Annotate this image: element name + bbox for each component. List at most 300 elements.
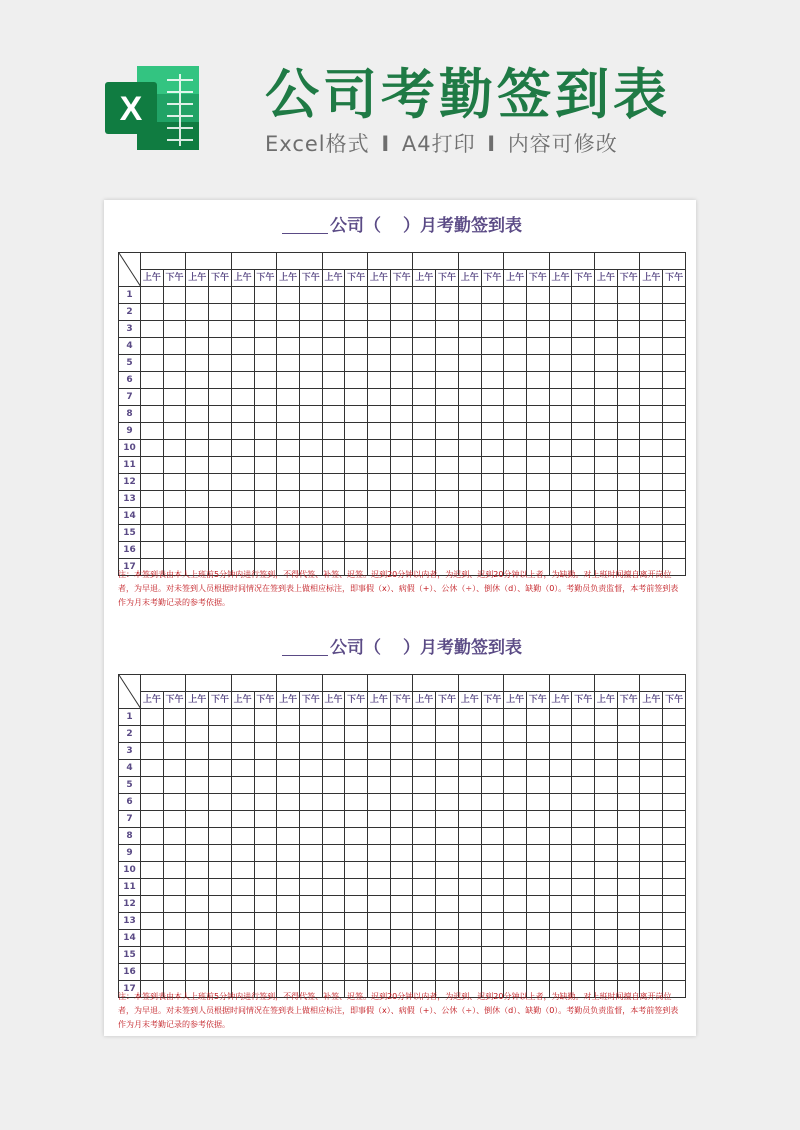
sign-cell[interactable]	[277, 862, 300, 879]
sign-cell[interactable]	[322, 913, 345, 930]
sign-cell[interactable]	[458, 440, 481, 457]
sign-cell[interactable]	[254, 406, 277, 423]
sign-cell[interactable]	[481, 474, 504, 491]
sign-cell[interactable]	[186, 389, 209, 406]
sign-cell[interactable]	[595, 338, 618, 355]
sign-cell[interactable]	[163, 709, 186, 726]
sign-cell[interactable]	[277, 913, 300, 930]
sign-cell[interactable]	[299, 338, 322, 355]
sign-cell[interactable]	[413, 406, 436, 423]
sign-cell[interactable]	[163, 304, 186, 321]
sign-cell[interactable]	[254, 491, 277, 508]
sign-cell[interactable]	[549, 913, 572, 930]
sign-cell[interactable]	[481, 743, 504, 760]
sign-cell[interactable]	[368, 474, 391, 491]
sign-cell[interactable]	[390, 811, 413, 828]
sign-cell[interactable]	[254, 287, 277, 304]
sign-cell[interactable]	[390, 542, 413, 559]
sign-cell[interactable]	[299, 794, 322, 811]
sign-cell[interactable]	[663, 845, 686, 862]
sign-cell[interactable]	[617, 491, 640, 508]
sign-cell[interactable]	[526, 389, 549, 406]
sign-cell[interactable]	[481, 828, 504, 845]
sign-cell[interactable]	[436, 845, 459, 862]
sign-cell[interactable]	[322, 474, 345, 491]
sign-cell[interactable]	[413, 525, 436, 542]
sign-cell[interactable]	[254, 457, 277, 474]
sign-cell[interactable]	[322, 845, 345, 862]
sign-cell[interactable]	[526, 811, 549, 828]
sign-cell[interactable]	[640, 828, 663, 845]
sign-cell[interactable]	[595, 406, 618, 423]
sign-cell[interactable]	[458, 930, 481, 947]
sign-cell[interactable]	[231, 811, 254, 828]
sign-cell[interactable]	[436, 726, 459, 743]
sign-cell[interactable]	[595, 760, 618, 777]
sign-cell[interactable]	[231, 406, 254, 423]
sign-cell[interactable]	[526, 862, 549, 879]
sign-cell[interactable]	[572, 338, 595, 355]
sign-cell[interactable]	[617, 372, 640, 389]
sign-cell[interactable]	[595, 845, 618, 862]
sign-cell[interactable]	[299, 930, 322, 947]
sign-cell[interactable]	[436, 338, 459, 355]
sign-cell[interactable]	[663, 913, 686, 930]
sign-cell[interactable]	[436, 828, 459, 845]
sign-cell[interactable]	[481, 406, 504, 423]
sign-cell[interactable]	[572, 964, 595, 981]
sign-cell[interactable]	[186, 372, 209, 389]
sign-cell[interactable]	[368, 964, 391, 981]
sign-cell[interactable]	[163, 474, 186, 491]
sign-cell[interactable]	[549, 777, 572, 794]
sign-cell[interactable]	[526, 491, 549, 508]
sign-cell[interactable]	[458, 964, 481, 981]
sign-cell[interactable]	[481, 423, 504, 440]
sign-cell[interactable]	[458, 321, 481, 338]
sign-cell[interactable]	[209, 845, 232, 862]
sign-cell[interactable]	[163, 287, 186, 304]
sign-cell[interactable]	[526, 474, 549, 491]
sign-cell[interactable]	[549, 338, 572, 355]
sign-cell[interactable]	[413, 947, 436, 964]
sign-cell[interactable]	[481, 760, 504, 777]
sign-cell[interactable]	[368, 896, 391, 913]
sign-cell[interactable]	[368, 862, 391, 879]
sign-cell[interactable]	[617, 845, 640, 862]
sign-cell[interactable]	[526, 947, 549, 964]
sign-cell[interactable]	[345, 828, 368, 845]
sign-cell[interactable]	[368, 930, 391, 947]
sign-cell[interactable]	[640, 709, 663, 726]
sign-cell[interactable]	[390, 525, 413, 542]
sign-cell[interactable]	[209, 474, 232, 491]
sign-cell[interactable]	[413, 777, 436, 794]
sign-cell[interactable]	[458, 389, 481, 406]
sign-cell[interactable]	[322, 777, 345, 794]
sign-cell[interactable]	[186, 777, 209, 794]
sign-cell[interactable]	[368, 947, 391, 964]
sign-cell[interactable]	[572, 321, 595, 338]
sign-cell[interactable]	[504, 389, 527, 406]
sign-cell[interactable]	[322, 726, 345, 743]
sign-cell[interactable]	[322, 964, 345, 981]
sign-cell[interactable]	[595, 896, 618, 913]
sign-cell[interactable]	[595, 304, 618, 321]
sign-cell[interactable]	[186, 913, 209, 930]
date-header-cell[interactable]	[231, 253, 276, 270]
sign-cell[interactable]	[572, 913, 595, 930]
sign-cell[interactable]	[572, 304, 595, 321]
sign-cell[interactable]	[390, 406, 413, 423]
date-header-cell[interactable]	[277, 253, 322, 270]
sign-cell[interactable]	[345, 372, 368, 389]
sign-cell[interactable]	[549, 930, 572, 947]
sign-cell[interactable]	[141, 525, 164, 542]
sign-cell[interactable]	[572, 726, 595, 743]
sign-cell[interactable]	[458, 760, 481, 777]
sign-cell[interactable]	[390, 726, 413, 743]
sign-cell[interactable]	[458, 355, 481, 372]
date-header-cell[interactable]	[186, 675, 231, 692]
sign-cell[interactable]	[209, 457, 232, 474]
sign-cell[interactable]	[231, 709, 254, 726]
sign-cell[interactable]	[186, 338, 209, 355]
sign-cell[interactable]	[254, 743, 277, 760]
sign-cell[interactable]	[413, 896, 436, 913]
sign-cell[interactable]	[595, 828, 618, 845]
sign-cell[interactable]	[572, 760, 595, 777]
sign-cell[interactable]	[163, 794, 186, 811]
sign-cell[interactable]	[663, 726, 686, 743]
sign-cell[interactable]	[277, 794, 300, 811]
sign-cell[interactable]	[322, 355, 345, 372]
sign-cell[interactable]	[141, 440, 164, 457]
sign-cell[interactable]	[141, 879, 164, 896]
sign-cell[interactable]	[254, 338, 277, 355]
sign-cell[interactable]	[458, 542, 481, 559]
sign-cell[interactable]	[640, 913, 663, 930]
sign-cell[interactable]	[572, 389, 595, 406]
sign-cell[interactable]	[299, 862, 322, 879]
sign-cell[interactable]	[141, 457, 164, 474]
sign-cell[interactable]	[617, 355, 640, 372]
sign-cell[interactable]	[231, 879, 254, 896]
sign-cell[interactable]	[231, 845, 254, 862]
sign-cell[interactable]	[481, 440, 504, 457]
sign-cell[interactable]	[345, 440, 368, 457]
sign-cell[interactable]	[141, 947, 164, 964]
sign-cell[interactable]	[549, 862, 572, 879]
sign-cell[interactable]	[186, 457, 209, 474]
sign-cell[interactable]	[163, 440, 186, 457]
sign-cell[interactable]	[458, 794, 481, 811]
sign-cell[interactable]	[458, 287, 481, 304]
sign-cell[interactable]	[186, 879, 209, 896]
sign-cell[interactable]	[368, 743, 391, 760]
sign-cell[interactable]	[345, 879, 368, 896]
sign-cell[interactable]	[572, 743, 595, 760]
sign-cell[interactable]	[617, 777, 640, 794]
sign-cell[interactable]	[413, 726, 436, 743]
sign-cell[interactable]	[368, 879, 391, 896]
sign-cell[interactable]	[186, 542, 209, 559]
sign-cell[interactable]	[345, 845, 368, 862]
sign-cell[interactable]	[277, 508, 300, 525]
sign-cell[interactable]	[345, 947, 368, 964]
sign-cell[interactable]	[254, 794, 277, 811]
sign-cell[interactable]	[640, 508, 663, 525]
sign-cell[interactable]	[549, 845, 572, 862]
sign-cell[interactable]	[299, 913, 322, 930]
sign-cell[interactable]	[526, 777, 549, 794]
date-header-cell[interactable]	[413, 675, 458, 692]
sign-cell[interactable]	[390, 389, 413, 406]
sign-cell[interactable]	[368, 338, 391, 355]
sign-cell[interactable]	[368, 777, 391, 794]
sign-cell[interactable]	[458, 474, 481, 491]
sign-cell[interactable]	[481, 321, 504, 338]
sign-cell[interactable]	[368, 355, 391, 372]
sign-cell[interactable]	[209, 372, 232, 389]
sign-cell[interactable]	[163, 491, 186, 508]
sign-cell[interactable]	[254, 542, 277, 559]
sign-cell[interactable]	[163, 406, 186, 423]
sign-cell[interactable]	[322, 491, 345, 508]
sign-cell[interactable]	[549, 760, 572, 777]
sign-cell[interactable]	[458, 525, 481, 542]
sign-cell[interactable]	[481, 845, 504, 862]
sign-cell[interactable]	[458, 491, 481, 508]
sign-cell[interactable]	[231, 423, 254, 440]
sign-cell[interactable]	[322, 423, 345, 440]
sign-cell[interactable]	[277, 828, 300, 845]
sign-cell[interactable]	[299, 879, 322, 896]
sign-cell[interactable]	[436, 542, 459, 559]
sign-cell[interactable]	[504, 423, 527, 440]
sign-cell[interactable]	[504, 845, 527, 862]
sign-cell[interactable]	[640, 760, 663, 777]
sign-cell[interactable]	[436, 862, 459, 879]
sign-cell[interactable]	[254, 947, 277, 964]
sign-cell[interactable]	[640, 440, 663, 457]
sign-cell[interactable]	[141, 542, 164, 559]
sign-cell[interactable]	[572, 896, 595, 913]
sign-cell[interactable]	[299, 491, 322, 508]
sign-cell[interactable]	[390, 845, 413, 862]
sign-cell[interactable]	[209, 811, 232, 828]
sign-cell[interactable]	[141, 423, 164, 440]
sign-cell[interactable]	[436, 794, 459, 811]
sign-cell[interactable]	[413, 372, 436, 389]
sign-cell[interactable]	[231, 930, 254, 947]
sign-cell[interactable]	[277, 355, 300, 372]
sign-cell[interactable]	[390, 491, 413, 508]
sign-cell[interactable]	[595, 287, 618, 304]
sign-cell[interactable]	[141, 321, 164, 338]
sign-cell[interactable]	[595, 440, 618, 457]
sign-cell[interactable]	[322, 287, 345, 304]
sign-cell[interactable]	[254, 304, 277, 321]
sign-cell[interactable]	[390, 862, 413, 879]
sign-cell[interactable]	[458, 777, 481, 794]
sign-cell[interactable]	[345, 811, 368, 828]
sign-cell[interactable]	[141, 811, 164, 828]
sign-cell[interactable]	[209, 508, 232, 525]
sign-cell[interactable]	[254, 760, 277, 777]
sign-cell[interactable]	[209, 287, 232, 304]
sign-cell[interactable]	[617, 389, 640, 406]
sign-cell[interactable]	[617, 947, 640, 964]
sign-cell[interactable]	[549, 896, 572, 913]
sign-cell[interactable]	[504, 760, 527, 777]
sign-cell[interactable]	[186, 811, 209, 828]
sign-cell[interactable]	[663, 828, 686, 845]
sign-cell[interactable]	[299, 287, 322, 304]
sign-cell[interactable]	[231, 321, 254, 338]
sign-cell[interactable]	[254, 474, 277, 491]
sign-cell[interactable]	[617, 811, 640, 828]
sign-cell[interactable]	[141, 338, 164, 355]
sign-cell[interactable]	[277, 964, 300, 981]
sign-cell[interactable]	[572, 862, 595, 879]
sign-cell[interactable]	[186, 947, 209, 964]
sign-cell[interactable]	[504, 964, 527, 981]
sign-cell[interactable]	[413, 964, 436, 981]
sign-cell[interactable]	[390, 913, 413, 930]
sign-cell[interactable]	[209, 406, 232, 423]
sign-cell[interactable]	[549, 726, 572, 743]
sign-cell[interactable]	[595, 913, 618, 930]
sign-cell[interactable]	[345, 794, 368, 811]
sign-cell[interactable]	[572, 794, 595, 811]
sign-cell[interactable]	[231, 828, 254, 845]
sign-cell[interactable]	[368, 525, 391, 542]
sign-cell[interactable]	[413, 930, 436, 947]
sign-cell[interactable]	[186, 726, 209, 743]
sign-cell[interactable]	[526, 930, 549, 947]
sign-cell[interactable]	[141, 726, 164, 743]
sign-cell[interactable]	[390, 440, 413, 457]
sign-cell[interactable]	[572, 457, 595, 474]
sign-cell[interactable]	[413, 542, 436, 559]
sign-cell[interactable]	[231, 491, 254, 508]
sign-cell[interactable]	[163, 811, 186, 828]
sign-cell[interactable]	[141, 862, 164, 879]
sign-cell[interactable]	[368, 423, 391, 440]
sign-cell[interactable]	[209, 760, 232, 777]
sign-cell[interactable]	[436, 760, 459, 777]
sign-cell[interactable]	[368, 508, 391, 525]
sign-cell[interactable]	[390, 930, 413, 947]
sign-cell[interactable]	[436, 913, 459, 930]
sign-cell[interactable]	[299, 896, 322, 913]
sign-cell[interactable]	[322, 896, 345, 913]
sign-cell[interactable]	[617, 743, 640, 760]
sign-cell[interactable]	[390, 372, 413, 389]
sign-cell[interactable]	[345, 457, 368, 474]
sign-cell[interactable]	[526, 828, 549, 845]
sign-cell[interactable]	[209, 930, 232, 947]
sign-cell[interactable]	[231, 726, 254, 743]
sign-cell[interactable]	[640, 862, 663, 879]
sign-cell[interactable]	[368, 845, 391, 862]
sign-cell[interactable]	[254, 525, 277, 542]
sign-cell[interactable]	[163, 372, 186, 389]
sign-cell[interactable]	[368, 828, 391, 845]
sign-cell[interactable]	[231, 777, 254, 794]
sign-cell[interactable]	[640, 896, 663, 913]
sign-cell[interactable]	[231, 338, 254, 355]
sign-cell[interactable]	[436, 777, 459, 794]
sign-cell[interactable]	[640, 457, 663, 474]
sign-cell[interactable]	[481, 304, 504, 321]
sign-cell[interactable]	[617, 474, 640, 491]
sign-cell[interactable]	[481, 508, 504, 525]
sign-cell[interactable]	[209, 542, 232, 559]
sign-cell[interactable]	[390, 794, 413, 811]
sign-cell[interactable]	[209, 321, 232, 338]
sign-cell[interactable]	[299, 811, 322, 828]
sign-cell[interactable]	[436, 304, 459, 321]
sign-cell[interactable]	[299, 406, 322, 423]
sign-cell[interactable]	[481, 525, 504, 542]
sign-cell[interactable]	[595, 389, 618, 406]
sign-cell[interactable]	[526, 913, 549, 930]
sign-cell[interactable]	[368, 811, 391, 828]
date-header-cell[interactable]	[549, 253, 594, 270]
sign-cell[interactable]	[231, 913, 254, 930]
sign-cell[interactable]	[390, 879, 413, 896]
sign-cell[interactable]	[595, 930, 618, 947]
sign-cell[interactable]	[345, 896, 368, 913]
sign-cell[interactable]	[368, 287, 391, 304]
sign-cell[interactable]	[277, 930, 300, 947]
sign-cell[interactable]	[345, 338, 368, 355]
sign-cell[interactable]	[504, 474, 527, 491]
sign-cell[interactable]	[413, 760, 436, 777]
sign-cell[interactable]	[322, 338, 345, 355]
sign-cell[interactable]	[390, 709, 413, 726]
sign-cell[interactable]	[572, 372, 595, 389]
sign-cell[interactable]	[572, 845, 595, 862]
sign-cell[interactable]	[526, 406, 549, 423]
sign-cell[interactable]	[209, 304, 232, 321]
sign-cell[interactable]	[413, 355, 436, 372]
sign-cell[interactable]	[299, 304, 322, 321]
date-header-cell[interactable]	[413, 253, 458, 270]
sign-cell[interactable]	[549, 947, 572, 964]
sign-cell[interactable]	[526, 845, 549, 862]
sign-cell[interactable]	[254, 709, 277, 726]
sign-cell[interactable]	[663, 743, 686, 760]
sign-cell[interactable]	[663, 508, 686, 525]
sign-cell[interactable]	[277, 406, 300, 423]
sign-cell[interactable]	[345, 355, 368, 372]
sign-cell[interactable]	[617, 457, 640, 474]
sign-cell[interactable]	[390, 777, 413, 794]
sign-cell[interactable]	[595, 777, 618, 794]
sign-cell[interactable]	[436, 321, 459, 338]
sign-cell[interactable]	[572, 525, 595, 542]
sign-cell[interactable]	[481, 355, 504, 372]
sign-cell[interactable]	[640, 474, 663, 491]
sign-cell[interactable]	[504, 930, 527, 947]
sign-cell[interactable]	[368, 321, 391, 338]
sign-cell[interactable]	[141, 508, 164, 525]
sign-cell[interactable]	[526, 287, 549, 304]
sign-cell[interactable]	[617, 760, 640, 777]
